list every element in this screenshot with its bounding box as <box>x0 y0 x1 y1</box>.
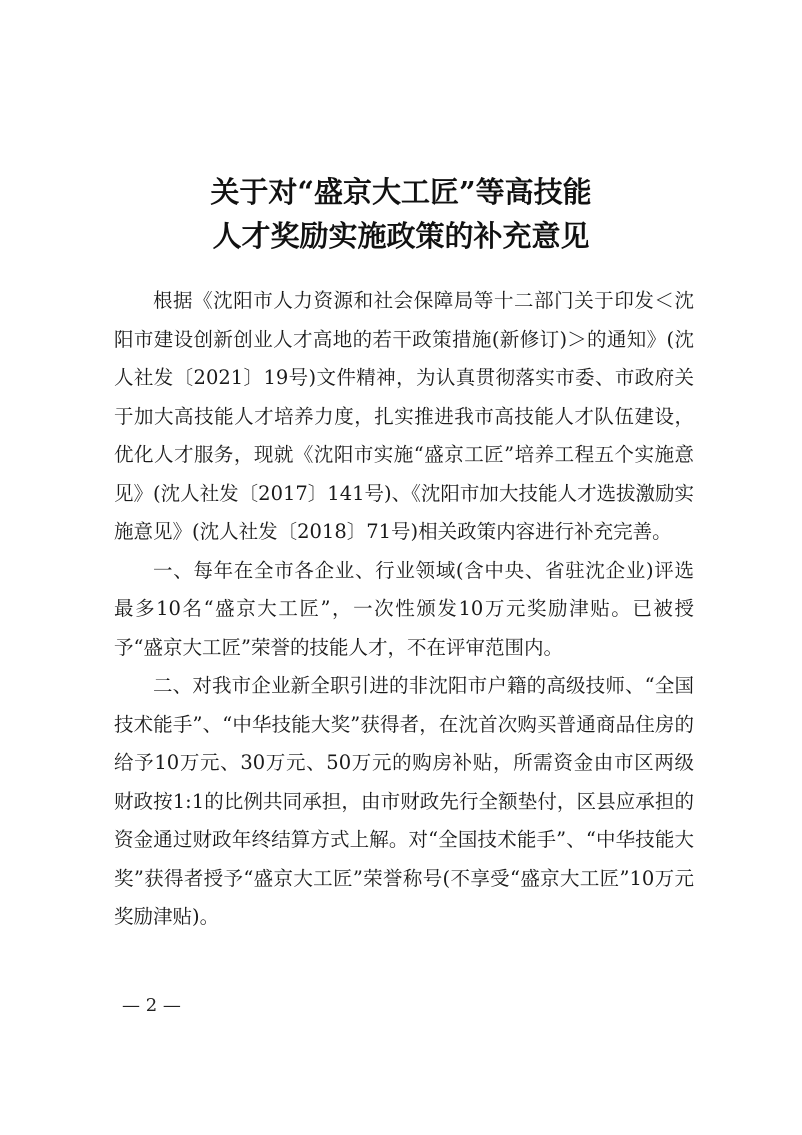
paragraph-intro: 根据《沈阳市人力资源和社会保障局等十二部门关于印发＜沈阳市建设创新创业人才高地的若干政策措施(新修订)＞的通知》(沈人社发〔2021〕19号)文件精神，为认真贯彻落实市委、市政府关于加大高技能人才培养力度，扎实推进我市高技能人才队伍建设，优化人才服务，现就《沈阳市实施“盛京工匠”培养工程五个实施意见》(沈人社发〔2017〕141号)、《沈阳市加大技能人才选拔激励实施意见》(沈人社发〔2018〕71号)相关政策内容进行补充完善。 <box>114 289 694 543</box>
page-number: — 2 — <box>122 995 181 1016</box>
document-title-line-1: 关于对“盛京大工匠”等高技能 <box>210 175 592 209</box>
paragraph-item-2: 二、对我市企业新全职引进的非沈阳市户籍的高级技师、“全国技术能手”、“中华技能大奖”获得者，在沈首次购买普通商品住房的给予10万元、30万元、50万元的购房补贴，所需资金由市区两级财政按1:1的比例共同承担，由市财政先行全额垫付，区县应承担的资金通过财政年终结算方式上解。对“全国技术能手”、“中华技能大奖”获得者授予“盛京大工匠”荣誉称号(不享受“盛京大工匠”10万元奖励津贴)。 <box>114 674 694 928</box>
document-body <box>114 282 694 937</box>
document-title-line-2: 人才奖励实施政策的补充意见 <box>212 219 590 253</box>
paragraph-item-1: 一、每年在全市各企业、行业领域(含中央、省驻沈企业)评选最多10名“盛京大工匠”，一次性颁发10万元奖励津贴。已被授予“盛京大工匠”荣誉的技能人才，不在评审范围内。 <box>114 558 694 659</box>
